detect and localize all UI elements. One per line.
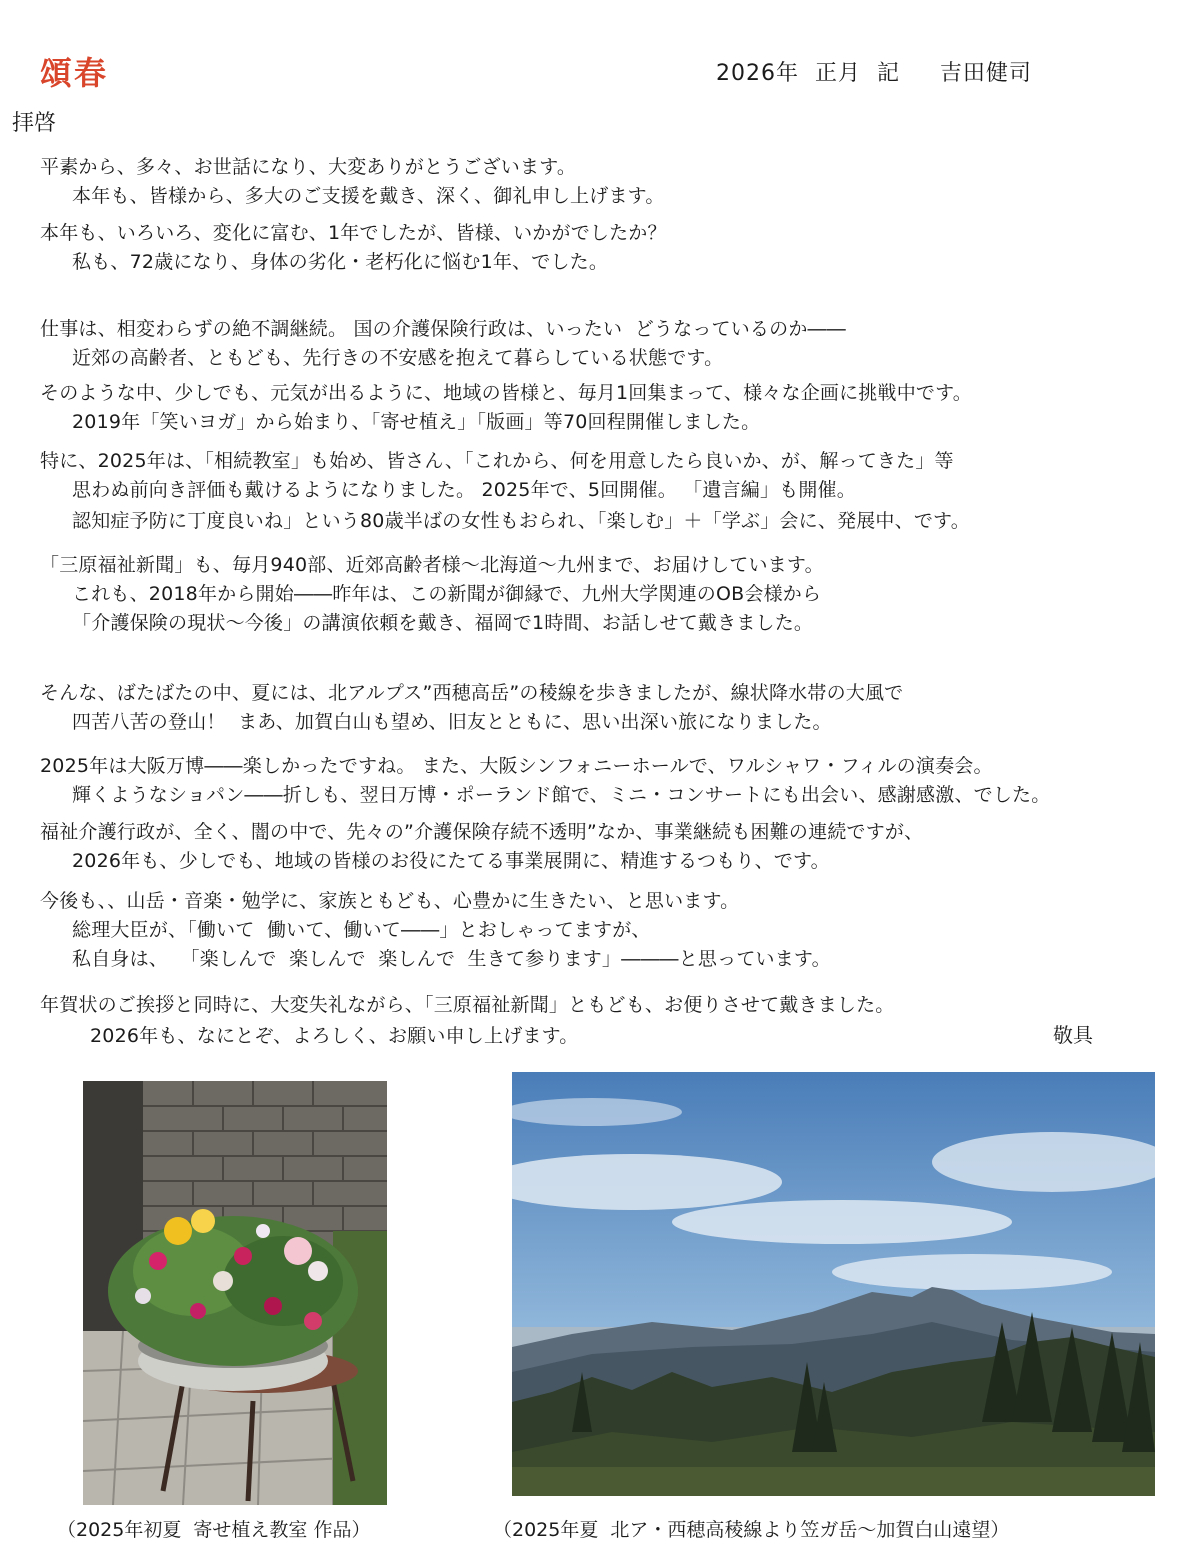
body-line: 総理大臣が、「働いて 働いて、働いて――」とおしゃってますが、 (72, 919, 651, 941)
body-line: 今後も、、山岳・音楽・勉学に、家族ともども、心豊かに生きたい、と思います。 (40, 890, 740, 912)
body-line: 本年も、いろいろ、変化に富む、1年でしたが、皆様、いかがでしたか？ (40, 222, 667, 244)
body-line: 仕事は、相変わらずの絶不調継続。 国の介護保険行政は、いったい どうなっているのか―― (40, 318, 846, 340)
body-line: これも、2018年から開始――昨年は、この新聞が御縁で、九州大学関連のOB会様から (72, 583, 822, 605)
body-line: 年賀状のご挨拶と同時に、大変失礼ながら、「三原福祉新聞」ともども、お便りさせて戴きました。 (40, 994, 895, 1016)
body-line: 認知症予防に丁度良いね」という80歳半ばの女性もおられ、「楽しむ」＋「学ぶ」会に、発展中、です。 (72, 510, 970, 532)
right-photo-caption: （2025年夏 北ア・西穂高稜線より笠ガ岳～加賀白山遠望） (493, 1519, 1010, 1541)
body-line: 平素から、多々、お世話になり、大変ありがとうございます。 (40, 156, 577, 178)
body-line: 輝くようなショパン――折しも、翌日万博・ポーランド館で、ミニ・コンサートにも出会い、感謝感激、でした。 (72, 784, 1051, 806)
body-line: 2026年も、少しでも、地域の皆様のお役にたてる事業展開に、精進するつもり、です。 (72, 850, 830, 872)
body-line: 「介護保険の現状～今後」の講演依頼を戴き、福岡で1時間、お話しせて戴きました。 (72, 612, 814, 634)
left-photo-caption: （2025年初夏 寄せ植え教室 作品） (57, 1519, 371, 1541)
mountain-landscape-photo (512, 1072, 1155, 1496)
body-line: 特に、2025年は、「相続教室」も始め、皆さん、「これから、何を用意したら良いか、が、解ってきた」等 (40, 450, 954, 472)
greeting-title: 頌春 (40, 54, 109, 92)
body-line: 思わぬ前向き評価も戴けるようになりました。 2025年で、5回開催。 「遺言編」も開催。 (72, 479, 856, 501)
closing-keigu: 敬具 (1053, 1023, 1093, 1047)
body-line: 福祉介護行政が、全く、闇の中で、先々の”介護保険存続不透明”なか、事業継続も困難の連続ですが、 (40, 821, 924, 843)
body-line: 2026年も、なにとぞ、よろしく、お願い申し上げます。 (90, 1025, 579, 1047)
salutation: 拝啓 (12, 111, 57, 136)
body-line: 本年も、皆様から、多大のご支援を戴き、深く、御礼申し上げます。 (72, 185, 665, 207)
flower-planter-photo (83, 1081, 387, 1505)
body-line: そんな、ばたばたの中、夏には、北アルプス”西穂高岳”の稜線を歩きましたが、線状降水帯の大風で (40, 682, 904, 704)
body-line: そのような中、少しでも、元気が出るように、地域の皆様と、毎月1回集まって、様々な企画に挑戦中です。 (40, 382, 972, 404)
body-line: 私も、72歳になり、身体の劣化・老朽化に悩む1年、でした。 (72, 251, 609, 273)
body-line: 私自身は、 「楽しんで 楽しんで 楽しんで 生きて参ります」―――と思っています。 (72, 948, 831, 970)
body-line: 四苦八苦の登山！ まあ、加賀白山も望め、旧友とともに、思い出深い旅になりました。 (72, 711, 832, 733)
body-line: 2025年は大阪万博――楽しかったですね。 また、大阪シンフォニーホールで、ワルシャワ・フィルの演奏会。 (40, 755, 993, 777)
body-line: 近郊の高齢者、ともども、先行きの不安感を抱えて暮らしている状態です。 (72, 347, 724, 369)
body-line: 2019年「笑いヨガ」から始まり、「寄せ植え」「版画」等70回程開催しました。 (72, 411, 761, 433)
body-line: 「三原福祉新聞」も、毎月940部、近郊高齢者様～北海道～九州まで、お届けしています。 (40, 554, 824, 576)
date-author-line: 2026年 正月 記 吉田健司 (716, 61, 1032, 86)
